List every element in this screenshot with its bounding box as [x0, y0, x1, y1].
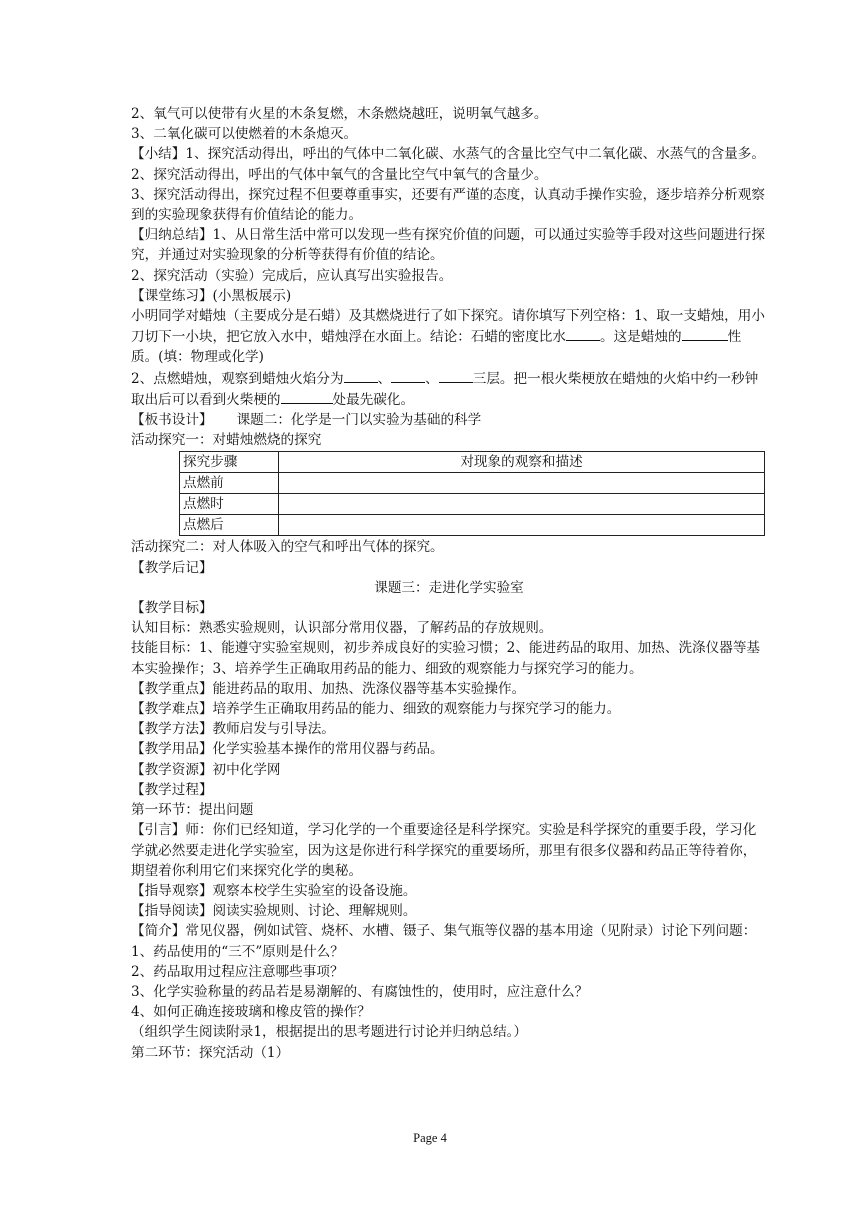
table-row	[180, 473, 765, 494]
text-line: 【教学过程】	[131, 781, 213, 798]
text-paragraph: 3、探究活动得出，探究过程不但要尊重事实，还要有严谨的态度，认真动手操作实验，逐步培养分析观察到的实验现象获得有价值结论的能力。	[131, 186, 765, 224]
list-item: 2、药品取用过程应注意哪些事项？	[131, 963, 344, 980]
q1-text-c: 性质。(填：物理或化学)	[131, 329, 742, 366]
text-line: 【教学资源】初中化学网	[131, 761, 281, 778]
fill-blank	[391, 368, 425, 383]
exercise-question-2	[131, 368, 767, 410]
text-line: 【指导阅读】阅读实验规则、讨论、理解规则。	[131, 903, 417, 920]
fill-blank	[566, 326, 600, 341]
observation-table	[179, 451, 765, 536]
text-line: 2、氧气可以使带有火星的木条复燃，木条燃烧越旺，说明氧气越多。	[131, 106, 548, 122]
table-cell: 点燃时	[180, 494, 279, 515]
lesson-3-title: 课题三：走进化学实验室	[374, 579, 524, 596]
table-header-cell: 探究步骤	[180, 452, 279, 473]
list-item: 1、药品使用的“三不”原则是什么？	[131, 943, 344, 960]
table-row	[180, 494, 765, 515]
board-design-line	[131, 410, 767, 430]
table-cell-empty	[279, 494, 765, 515]
list-item: 3、化学实验称量的药品若是易潮解的、有腐蚀性的，使用时，应注意什么？	[131, 983, 589, 1000]
text-line: 第二环节：探究活动（1）	[131, 1044, 290, 1061]
conclusion-paragraph: 【归纳总结】1、从日常生活中常可以发现一些有探究价值的问题，可以通过实验等手段对这些问题进行探究，并通过对实验现象的分析等获得有价值的结论。	[131, 227, 765, 264]
q2-text-b: 三层。把一根火柴梗放在蜡烛的火焰中约一秒钟取出后可以看到火柴梗的	[131, 370, 759, 408]
text-line: 第一环节：提出问题	[131, 802, 254, 819]
text-paragraph: 【引言】师：你们已经知道，学习化学的一个重要途径是科学探究。实验是科学探究的重要手段，学习化学就必然要走进化学实验室，因为这是你进行科学探究的重要场所，那里有很多仪器和药品正等待着你，期望着你利用它们来探究化学的奥秘。	[131, 822, 757, 879]
fill-blank	[344, 368, 378, 383]
table-row	[180, 515, 765, 536]
text-paragraph: 【简介】常见仪器，例如试管、烧杯、水槽、镊子、集气瓶等仪器的基本用途（见附录）讨论下列问题：	[131, 923, 757, 940]
table-cell-empty	[279, 473, 765, 494]
list-item: 4、如何正确连接玻璃和橡皮管的操作？	[131, 1004, 371, 1021]
board-title: 课题二：化学是一门以实验为基础的科学	[236, 412, 482, 429]
activity-1-line: 活动探究一：对蜡烛燃烧的探究	[131, 432, 322, 449]
fill-blank	[439, 368, 473, 383]
text-line: 【教学难点】培养学生正确取用药品的能力、细致的观察能力与探究学习的能力。	[131, 701, 621, 718]
text-line: 2、探究活动得出，呼出的气体中氧气的含量比空气中氧气的含量少。	[131, 166, 548, 183]
q1-text-a: 小明同学对蜡烛（主要成分是石蜡）及其燃烧进行了如下探究。请你填写下列空格：1、取一支蜡烛，用小刀切下一小块，把它放入水中，蜡烛浮在水面上。结论：石蜡的密度比水	[131, 308, 765, 346]
text-line: 认知目标：熟悉实验规则，认识部分常用仪器，了解药品的存放规则。	[131, 620, 553, 637]
table-cell-empty	[279, 515, 765, 536]
q2-text-a: 2、点燃蜡烛，观察到蜡烛火焰分为	[131, 370, 344, 387]
text-line: 【教学重点】能进药品的取用、加热、洗涤仪器等基本实验操作。	[131, 680, 526, 697]
page-number: Page 4	[413, 1131, 447, 1145]
teaching-notes-heading: 【教学后记】	[131, 559, 213, 576]
text-line: 【教学用品】化学实验基本操作的常用仪器与药品。	[131, 741, 444, 758]
q2-text-c: 处最先碳化。	[332, 391, 415, 408]
q2-sep: 、	[377, 370, 392, 387]
board-heading: 【板书设计】	[131, 412, 213, 429]
text-line: 【教学目标】	[131, 600, 213, 617]
exercise-question-1	[131, 306, 767, 368]
text-line: （组织学生阅读附录1，根据提出的思考题进行讨论并归纳总结。）	[131, 1024, 528, 1041]
table-cell: 点燃后	[180, 515, 279, 536]
activity-2-line: 活动探究二：对人体吸入的空气和呼出气体的探究。	[131, 539, 444, 556]
text-paragraph: 技能目标：1、能遵守实验室规则，初步养成良好的实验习惯；2、能进药品的取用、加热、洗涤仪器等基本实验操作；3、培养学生正确取用药品的能力、细致的观察能力与探究学习的能力。	[131, 640, 761, 677]
text-line: 3、二氧化碳可以使燃着的木条熄灭。	[131, 126, 358, 143]
table-header-cell: 对现象的观察和描述	[279, 452, 765, 473]
table-cell: 点燃前	[180, 473, 279, 494]
table-header-row	[180, 452, 765, 473]
text-line: 【指导观察】观察本校学生实验室的设备设施。	[131, 882, 417, 899]
q1-text-b: 。这是蜡烛的	[600, 329, 682, 346]
page-content	[131, 104, 767, 1063]
q2-sep: 、	[425, 370, 439, 387]
fill-blank	[682, 326, 728, 341]
summary-paragraph: 【小结】1、探究活动得出，呼出的气体中二氧化碳、水蒸气的含量比空气中二氧化碳、水蒸气的含量多。	[131, 146, 765, 163]
text-line: 【教学方法】教师启发与引导法。	[131, 721, 335, 738]
exercise-heading: 【课堂练习】(小黑板展示)	[131, 287, 292, 304]
fill-blank	[281, 389, 333, 404]
text-line: 2、探究活动（实验）完成后，应认真写出实验报告。	[131, 267, 453, 284]
